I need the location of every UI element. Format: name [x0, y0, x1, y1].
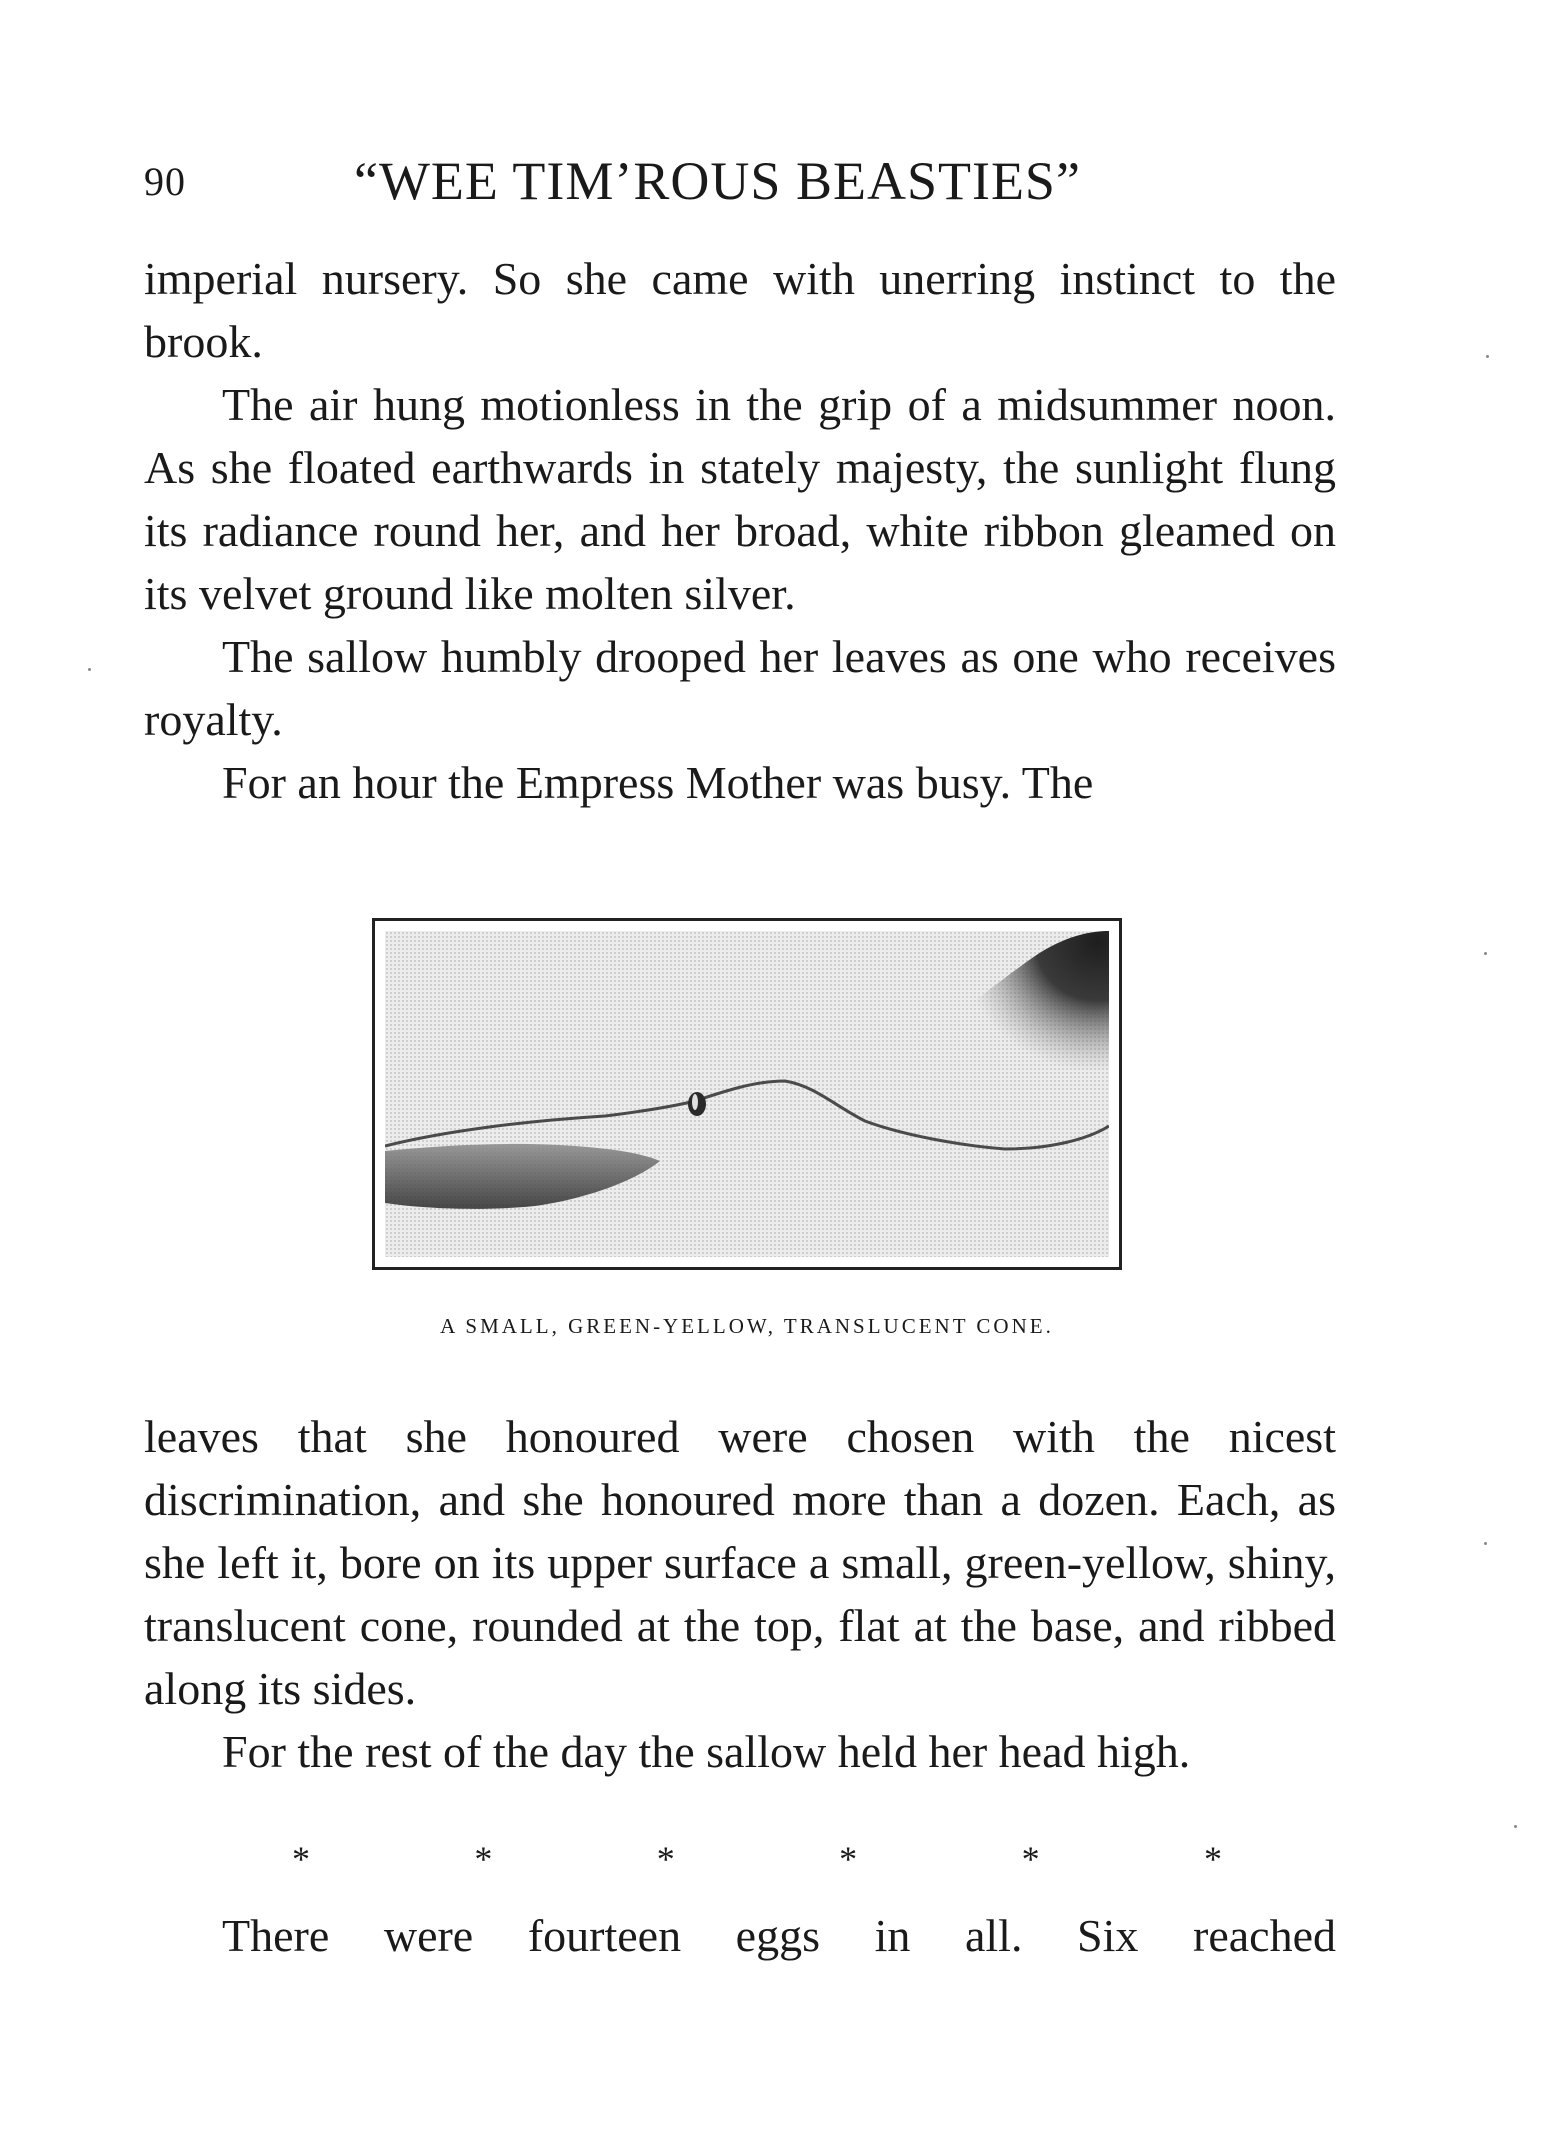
- asterisk: *: [292, 1839, 310, 1879]
- page-header: [144, 150, 1344, 210]
- figure-caption: A SMALL, GREEN-YELLOW, TRANSLUCENT CONE.: [440, 1314, 1054, 1338]
- egg-cone-highlight: [692, 1094, 698, 1110]
- asterisk: *: [1203, 1839, 1222, 1879]
- print-speck: [1484, 1542, 1487, 1545]
- asterisk: *: [656, 1839, 675, 1879]
- paragraph: imperial nursery. So she came with unerring instinct to the brook.: [144, 253, 1336, 367]
- print-speck: [88, 668, 91, 671]
- text-block-top: [144, 247, 1336, 814]
- print-speck: [1486, 355, 1489, 358]
- running-title: “WEE TIM’ROUS BEASTIES”: [354, 151, 1081, 211]
- asterisk: *: [839, 1839, 858, 1879]
- text-block-last: [144, 1904, 1336, 1967]
- asterisk: *: [474, 1839, 493, 1879]
- paragraph: For an hour the Empress Mother was busy. The: [222, 757, 1094, 808]
- paragraph: The sallow humbly drooped her leaves as one who receives royalty.: [144, 631, 1336, 745]
- paragraph: There were fourteen eggs in all. Six reached: [222, 1910, 1336, 1961]
- paragraph: For the rest of the day the sallow held her head high.: [222, 1726, 1191, 1777]
- leaf-photo: [385, 931, 1109, 1257]
- paragraph: The air hung motionless in the grip of a midsummer noon. As she floated earthwards in stately majesty, the sunlight flung its radiance round her, and her broad, white ribbon gleamed on its velvet ground like molten silver.: [144, 379, 1336, 619]
- photo-figure: [372, 918, 1122, 1270]
- asterisk: *: [1021, 1839, 1040, 1879]
- section-separator: [292, 1838, 1222, 1880]
- paragraph: leaves that she honoured were chosen with the nicest discrimination, and she honoured more than a dozen. Each, as she left it, bore on its upper surface a small, green-yellow, shiny, translucent cone, rounded at the top, flat at the base, and ribbed along its sides.: [144, 1411, 1336, 1714]
- print-speck: [1514, 1825, 1517, 1828]
- text-block-bottom: [144, 1405, 1336, 1783]
- page-number: 90: [144, 159, 186, 204]
- print-speck: [1484, 952, 1487, 955]
